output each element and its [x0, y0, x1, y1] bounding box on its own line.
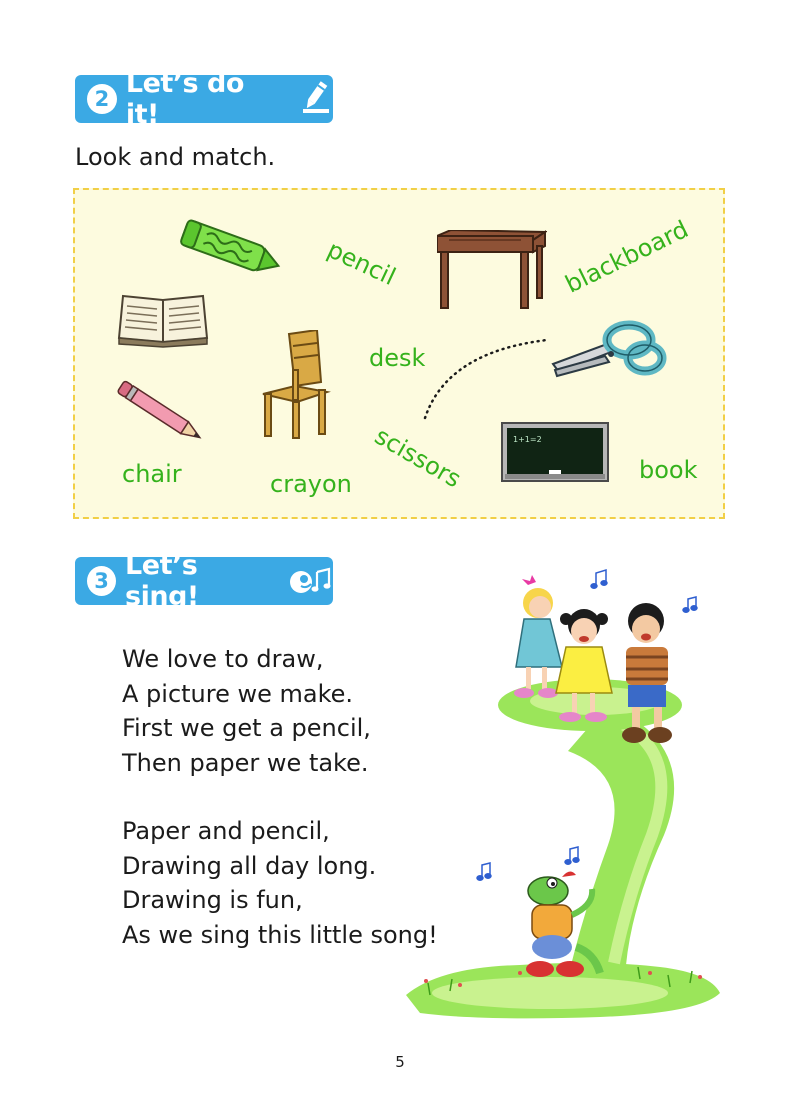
pencil-writing-icon — [299, 81, 333, 117]
word-book[interactable]: book — [639, 456, 698, 484]
song-line: Drawing all day long. — [122, 851, 377, 880]
song-lyrics — [122, 642, 438, 952]
scissors-picture[interactable] — [551, 318, 669, 384]
section-header-lets-do-it — [75, 68, 333, 130]
word-pencil[interactable]: pencil — [323, 235, 400, 292]
song-line: We love to draw, — [122, 645, 324, 673]
crayon-picture[interactable] — [173, 218, 291, 286]
word-desk[interactable]: desk — [369, 344, 426, 372]
song-line: As we sing this little song! — [122, 920, 438, 949]
chair-picture[interactable] — [259, 330, 333, 444]
word-chair[interactable]: chair — [122, 460, 182, 488]
section-number-badge: 3 — [87, 566, 116, 596]
book-picture[interactable] — [115, 290, 211, 352]
desk-picture[interactable] — [437, 230, 547, 314]
music-note-icon — [289, 566, 333, 596]
word-blackboard[interactable]: blackboard — [560, 215, 693, 299]
matching-box — [73, 188, 725, 519]
song-line: A picture we make. — [122, 679, 354, 708]
section-title: Let’s do it! — [125, 68, 244, 130]
instruction-text: Look and match. — [75, 143, 276, 171]
section-title: Let’s sing! — [125, 550, 199, 612]
blackboard-writing: 1+1=2 — [513, 435, 542, 444]
song-line: First we get a pencil, — [122, 714, 371, 742]
section-header-lets-sing — [75, 550, 333, 612]
song-line: Then paper we take. — [122, 748, 369, 777]
singing-children-illustration — [400, 555, 730, 1029]
word-scissors[interactable]: scissors — [370, 421, 466, 494]
example-match-line — [415, 338, 555, 428]
song-line: Paper and pencil, — [122, 817, 330, 845]
section-number-badge: 2 — [87, 84, 117, 114]
pencil-picture[interactable] — [111, 380, 213, 450]
page-number: 5 — [395, 1053, 405, 1071]
song-line: Drawing is fun, — [122, 886, 303, 914]
word-crayon[interactable]: crayon — [270, 470, 352, 498]
blackboard-picture[interactable] — [501, 422, 611, 488]
girl-blue-dress — [514, 575, 562, 698]
